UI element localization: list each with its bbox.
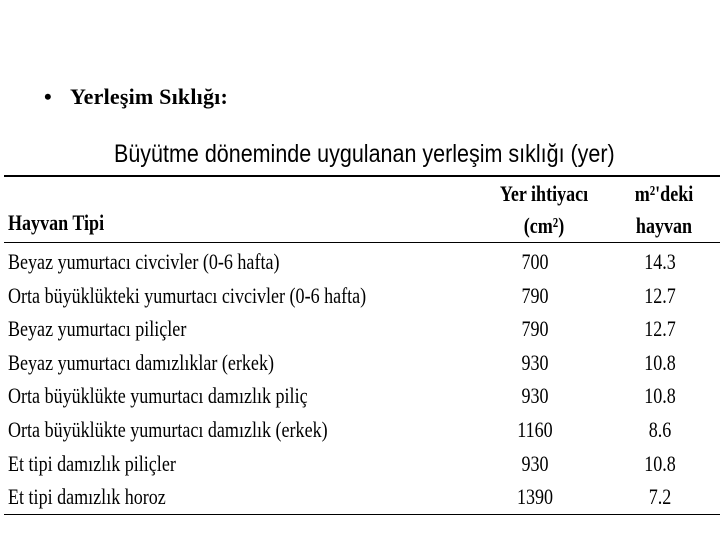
header-animals-per-m2-line1: m²'deki xyxy=(634,181,694,206)
table-header-rule xyxy=(4,242,720,243)
table-row xyxy=(4,482,720,512)
animals-per-m2-cell: 10.8 xyxy=(644,383,676,409)
animal-type-cell: Beyaz yumurtacı civcivler (0-6 hafta) xyxy=(8,249,280,274)
table-figure xyxy=(4,138,720,518)
table-row xyxy=(4,281,720,311)
table-row xyxy=(4,415,720,445)
space-need-cell: 700 xyxy=(521,249,549,274)
animal-type-cell: Orta büyüklükte yumurtacı damızlık piliç xyxy=(8,383,308,409)
space-need-cell: 790 xyxy=(521,316,549,342)
table-row xyxy=(4,247,720,277)
table-top-rule xyxy=(4,175,720,177)
space-need-cell: 930 xyxy=(521,349,549,375)
animals-per-m2-cell: 8.6 xyxy=(648,417,672,442)
space-need-cell: 930 xyxy=(521,450,549,476)
space-need-cell: 1390 xyxy=(516,484,554,510)
animals-per-m2-cell: 7.2 xyxy=(648,484,672,510)
animals-per-m2-cell: 12.7 xyxy=(644,282,676,308)
animal-type-cell: Beyaz yumurtacı damızlıklar (erkek) xyxy=(8,349,274,375)
space-need-cell: 790 xyxy=(521,282,549,308)
header-animal-type: Hayvan Tipi xyxy=(8,210,105,235)
slide-heading: Yerleşim Sıklığı: xyxy=(70,84,229,109)
table-row xyxy=(4,314,720,344)
space-need-cell: 1160 xyxy=(517,417,553,442)
animal-type-cell: Et tipi damızlık horoz xyxy=(8,484,166,510)
bullet-icon: • xyxy=(44,84,52,109)
table-row xyxy=(4,449,720,479)
animal-type-cell: Beyaz yumurtacı piliçler xyxy=(8,316,187,342)
space-need-cell: 930 xyxy=(521,383,549,409)
table-row xyxy=(4,348,720,378)
animals-per-m2-cell: 10.8 xyxy=(644,450,676,476)
header-space-need-line1: Yer ihtiyacı xyxy=(499,181,589,206)
table-bottom-rule xyxy=(4,514,720,515)
animals-per-m2-cell: 12.7 xyxy=(644,316,676,342)
animals-per-m2-cell: 14.3 xyxy=(644,249,676,274)
animal-type-cell: Et tipi damızlık piliçler xyxy=(8,450,176,476)
header-space-need-line2: (cm²) xyxy=(523,213,565,238)
header-animals-per-m2-line2: hayvan xyxy=(635,213,693,238)
table-caption: Büyütme döneminde uygulanan yerleşim sıklığı (yer) xyxy=(114,140,615,168)
header-animals-per-m2 xyxy=(623,178,705,242)
animals-per-m2-cell: 10.8 xyxy=(644,349,676,375)
slide-bullet-heading xyxy=(44,84,228,110)
table-row xyxy=(4,381,720,411)
animal-type-cell: Orta büyüklükte yumurtacı damızlık (erkek) xyxy=(8,417,328,442)
header-space-need xyxy=(491,178,598,242)
animal-type-cell: Orta büyüklükteki yumurtacı civcivler (0-6 hafta) xyxy=(8,282,367,308)
